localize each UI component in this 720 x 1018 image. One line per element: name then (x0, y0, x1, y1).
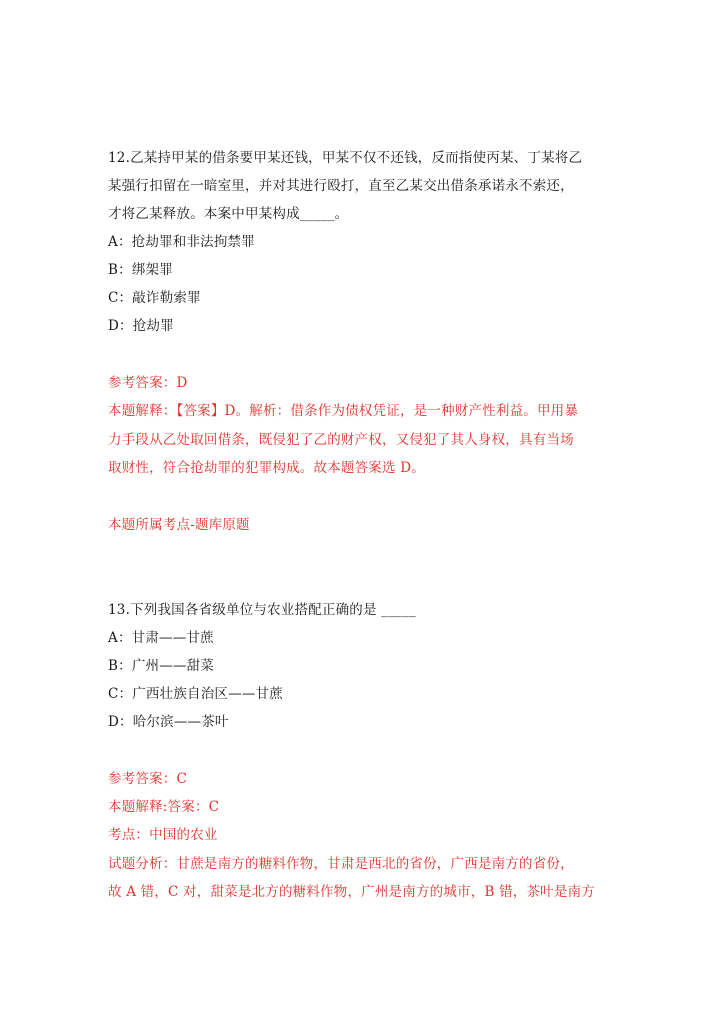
q13-option-a: A：甘肃——甘蔗 (108, 630, 214, 646)
q13-option-c: C：广西壮族自治区——甘蔗 (108, 686, 283, 702)
q13-kaodian: 考点：中国的农业 (108, 827, 218, 843)
q12-explanation-line-2: 力手段从乙处取回借条，既侵犯了乙的财产权，又侵犯了其人身权，具有当场 (108, 432, 574, 448)
q12-stem-line-3: 才将乙某释放。本案中甲某构成_____。 (108, 206, 349, 222)
q12-explanation-line-1: 本题解释：【答案】D。解析：借条作为债权凭证，是一种财产性利益。甲用暴 (108, 403, 579, 419)
q12-option-a: A：抢劫罪和非法拘禁罪 (108, 234, 255, 250)
q13-option-b: B：广州——甜菜 (108, 658, 215, 674)
q13-option-d: D：哈尔滨——茶叶 (108, 714, 229, 730)
q12-option-d: D：抢劫罪 (108, 318, 174, 334)
q12-source: 本题所属考点-题库原题 (108, 517, 250, 533)
q13-stem: 13.下列我国各省级单位与农业搭配正确的是 _____ (108, 602, 416, 618)
q12-stem-line-2: 某强行扣留在一暗室里，并对其进行殴打，直至乙某交出借条承诺永不索还， (108, 178, 574, 194)
q13-answer: 参考答案：C (108, 771, 188, 787)
q12-explanation-line-3: 取财性，符合抢劫罪的犯罪构成。故本题答案选 D。 (108, 460, 425, 476)
q12-answer: 参考答案：D (108, 375, 188, 391)
q13-analysis-line-1: 试题分析：甘蔗是南方的糖料作物，甘肃是西北的省份，广西是南方的省份， (108, 856, 574, 872)
q13-analysis-line-2: 故 A 错，C 对，甜菜是北方的糖料作物，广州是南方的城市，B 错，茶叶是南方 (108, 884, 595, 900)
q13-explanation: 本题解释:答案：C (108, 799, 220, 815)
q12-stem-line-1: 12.乙某持甲某的借条要甲某还钱，甲某不仅不还钱，反而指使丙某、丁某将乙 (108, 150, 583, 166)
q12-option-c: C：敲诈勒索罪 (108, 290, 201, 306)
q12-option-b: B：绑架罪 (108, 262, 173, 278)
